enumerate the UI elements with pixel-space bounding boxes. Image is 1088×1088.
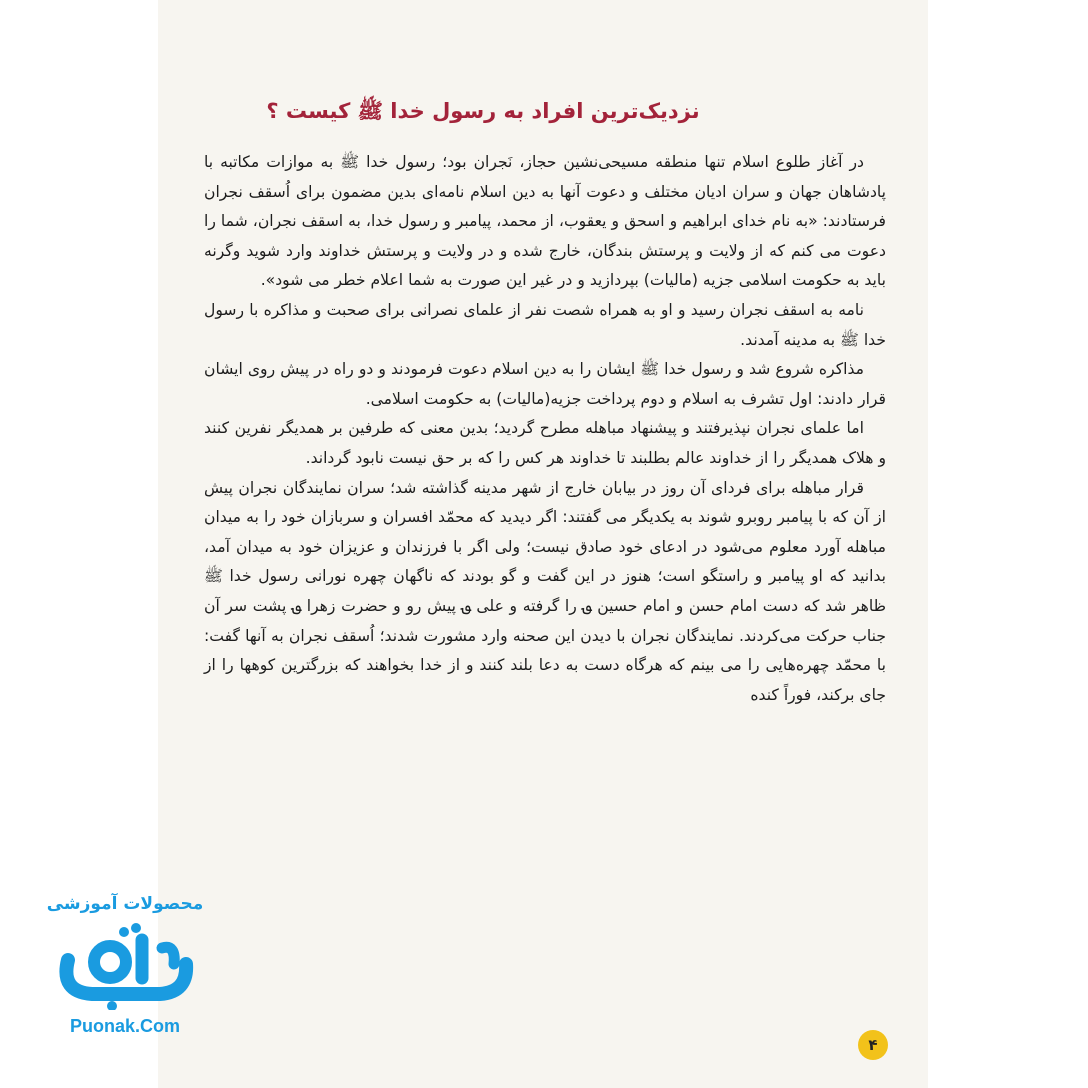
page-title: نزدیک‌ترین افراد به رسول خدا ﷺ کیست ؟ (266, 99, 700, 123)
logo-tagline: محصولات آموزشی (46, 894, 204, 914)
paragraph: نامه به اسقف نجران رسید و او به همراه شصت نفر از علمای نصرانی برای صحبت و مذاکره با رسول خدا ﷺ به مدینه آمدند. (204, 300, 886, 349)
body-text (204, 148, 886, 710)
watermark-logo (30, 892, 220, 1062)
puonak-logo-icon (50, 920, 200, 1010)
paragraph: قرار مباهله برای فردای آن روز در بیابان خارج از شهر مدینه گذاشته شد؛ سران نمایندگان نجران پیش از آن که با پیامبر روبرو شوند به یکدیگر می گفتند: اگر دیدید که محمّد افسران و سربازان خود را به میدان مباهله آورد معلوم می‌شود در ادعای خود صادق نیست؛ ولی اگر با فرزندان و عزیزان خود به میدان آمد، بدانید که او پیامبر و راستگو است؛ هنوز در این گفت و گو بودند که ناگهان چهره نورانی رسول خدا ﷺ ظاهر شد که دست امام حسن و امام حسین ؈ را گرفته و علی ؈ پیش رو و حضرت زهرا ؈ پشت سر آن جناب حرکت می‌کردند. نمایندگان نجران با دیدن این صحنه وارد مشورت شدند؛ اُسقف نجران به آنها گفت: با محمّد چهره‌هایی را می بینم که هرگاه دست به دعا بلند کنند و از خدا بخواهند که بزرگترین کوهها را از جای برکند، فوراً کنده (204, 478, 886, 704)
paragraph: اما علمای نجران نپذیرفتند و پیشنهاد مباهله مطرح گردید؛ بدین معنی که طرفین بر همدیگر نفرین کنند و هلاک همدیگر را از خداوند عالم بطلبند تا خداوند هر کس را که بر حق نیست نابود گرداند. (204, 419, 886, 467)
page-number-badge: ۴ (858, 1030, 888, 1060)
paragraph: مذاکره شروع شد و رسول خدا ﷺ ایشان را به دین اسلام دعوت فرمودند و دو راه در پیش روی ایشان قرار دادند: اول تشرف به اسلام و دوم پرداخت جزیه(مالیات) به حکومت اسلامی. (204, 360, 886, 408)
right-margin (928, 0, 1088, 1088)
logo-site: Puonak.Com (69, 1016, 180, 1036)
book-page (158, 0, 928, 1088)
paragraph: در آغاز طلوع اسلام تنها منطقه مسیحی‌نشین حجاز، نَجران بود؛ رسول خدا ﷺ به موازات مکاتبه با پادشاهان جهان و سران ادیان مختلف و دعوت آنها به دین اسلام نامه‌ای بدین مضمون برای اُسقف نجران فرستادند: «به نام خدای ابراهیم و اسحق و یعقوب، از محمد، پیامبر و رسول خدا، به اسقف نجران، شما را دعوت می کنم که از ولایت و پرستش بندگان، خارج شده و در ولایت و پرستش خداوند وارد شوید وگرنه باید به حکومت اسلامی جزیه (مالیات) بپردازید و در غیر این صورت به شما اعلام خطر می شود». (204, 153, 886, 290)
